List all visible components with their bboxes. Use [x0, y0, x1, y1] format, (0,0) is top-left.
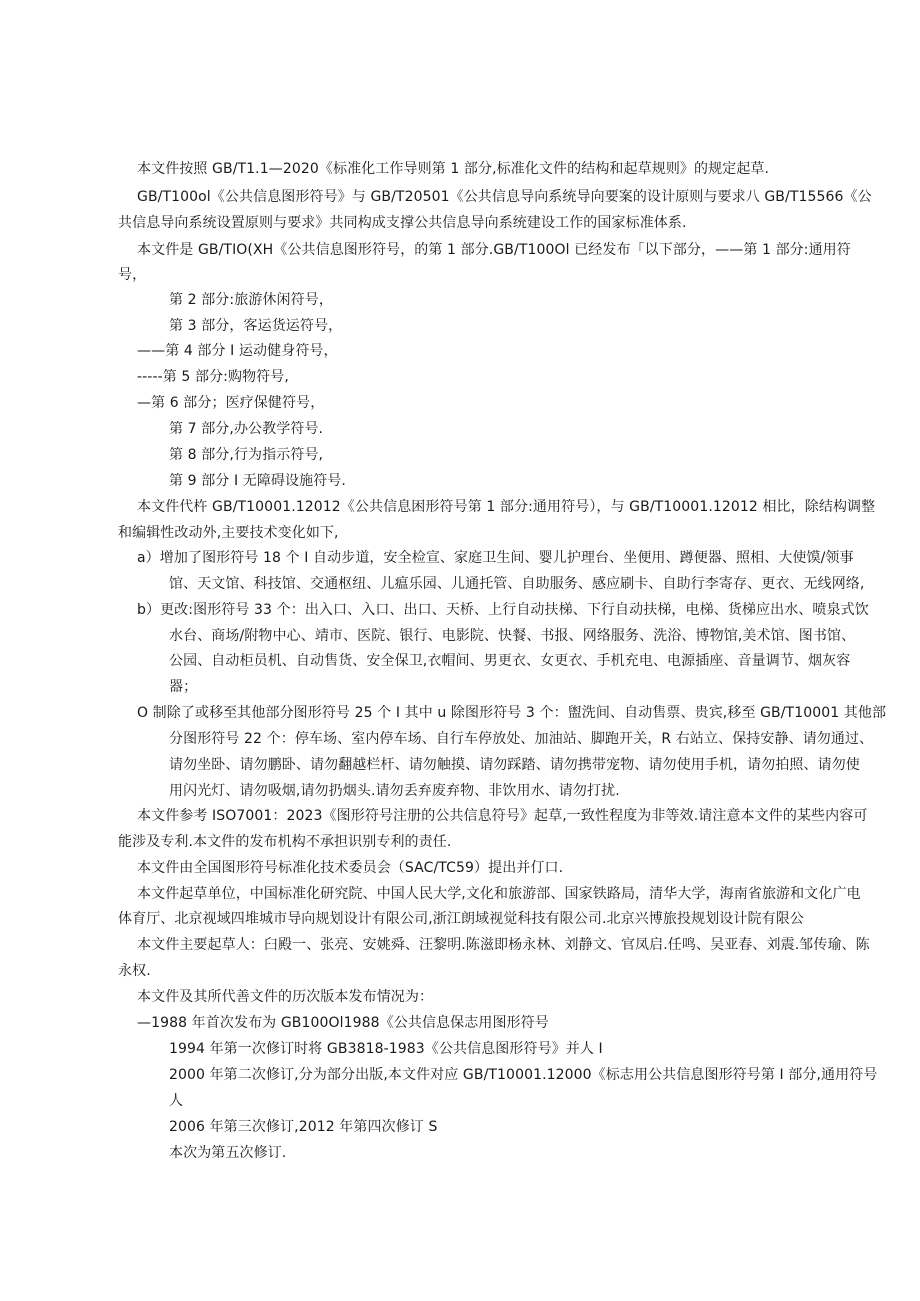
change-a-line2: 馆、天文馆、科技馆、交通枢纽、儿瘟乐园、儿通托管、自助服务、感应刷卡、自助行李寄存、更衣、无线网络, — [169, 576, 865, 592]
part-list-item-8: 第 8 部分,行为指示符号, — [169, 447, 324, 463]
change-c-line4: 用闪光灯、请勿吸烟,请勿扔烟头.请勿丢弃废弃物、非饮用水、请勿打扰. — [169, 783, 620, 799]
foreword-drafting-units-line1: 本文件起草单位，中国标准化研究院、中国人民大学,文化和旅游部、国家铁路局，清华大学，海南省旅游和文化广电 — [137, 886, 861, 902]
part-list-item-3: 第 3 部分，客运货运符号， — [169, 318, 343, 334]
foreword-iso-reference-line1: 本文件参考 ISO7001：2023《图形符号注册的公共信息符号》起草,一致性程度为非等效.请注意本文件的某些内容可 — [137, 808, 868, 824]
part-list-item-9: 第 9 部分 I 无障碍设施符号. — [169, 473, 346, 489]
history-1994: 1994 年第一次修订时将 GB3818-1983《公共信息图形符号》并人 I — [169, 1041, 603, 1057]
foreword-drafters-line2: 永权. — [118, 963, 151, 979]
foreword-proposer: 本文件由全国图形符号标准化技术委员会（SAC/TC59）提出并仃口. — [137, 860, 564, 876]
history-2000-line2: 人 — [169, 1093, 184, 1109]
change-b-line2: 水台、商场/附物中心、靖市、医院、银行、电影院、快餐、书报、网络服务、洗浴、博物馆,美术馆、图书馆、 — [169, 628, 856, 644]
part-list-item-7: 第 7 部分,办公教学符号. — [169, 421, 324, 437]
change-c-line1: O 制除了或移至其他部分图形符号 25 个 I 其中 u 除图形符号 3 个：盥洗间、自动售票、贵宾,移至 GB/T10001 其他部 — [137, 705, 887, 721]
foreword-drafting-basis: 本文件按照 GB/T1.1—2020《标准化工作导则第 1 部分,标准化文件的结构和起草规则》的规定起草. — [137, 161, 770, 177]
change-b-line4: 器； — [169, 679, 198, 695]
foreword-standard-system-line2: 共信息导向系统设置原则与要求》共同构成支撑公共信息导向系统建设工作的国家标准体系. — [118, 215, 687, 231]
foreword-part-info-line1: 本文件是 GB/TIO(XH《公共信息图形符号，的第 1 部分.GB/T100Ol 已经发布「以下部分，——第 1 部分:通用符 — [137, 242, 851, 258]
part-list-item-2: 第 2 部分:旅游休闲符号， — [169, 292, 333, 308]
foreword-standard-system-line1: GB/T100ol《公共信息图形符号》与 GB/T20501《公共信息导向系统导向要案的设计原则与要求八 GB/T15566《公 — [137, 189, 872, 205]
history-2000-line1: 2000 年第二次修订,分为部分出版,本文件对应 GB/T10001.12000《标志用公共信息图形符号第 I 部分,通用符号 — [169, 1067, 878, 1083]
history-current-revision: 本次为第五次修订. — [169, 1145, 287, 1161]
foreword-iso-reference-line2: 能涉及专利.本文件的发布机构不承担识别专利的责任. — [118, 834, 452, 850]
history-2006-2012: 2006 年第三次修订,2012 年第四次修订 S — [169, 1119, 438, 1135]
foreword-replacement-line1: 本文件代杵 GB/T10001.12012《公共信息困形符号第 1 部分:通用符号），与 GB/T10001.12012 相比，除结构调整 — [137, 499, 876, 515]
part-list-item-4: ——第 4 部分 I 运动健身符号， — [137, 343, 338, 359]
part-list-item-5: -----第 5 部分:购物符号, — [137, 369, 289, 385]
foreword-drafting-units-line2: 体育厅、北京视域四堆城市导向规划设计有限公司,浙江朗域视觉科技有限公司.北京兴博旅投规划设计院有限公 — [118, 911, 804, 927]
history-1988: —1988 年首次发布为 GB100Ol1988《公共信息保志用图形符号 — [137, 1015, 549, 1031]
change-c-line2: 分图形符号 22 个：停车场、室内停车场、自行车停放处、加油站、脚跑开关，R 右站立、保持安静、请勿通过、 — [169, 731, 874, 747]
change-b-line1: b）更改:图形符号 33 个：出入口、入口、出口、天桥、上行自动扶梯、下行自动扶梯，电梯、货梯应出水、喷泉式饮 — [137, 602, 869, 618]
foreword-replacement-line2: 和编辑性改动外,主要技术变化如下, — [118, 525, 339, 541]
foreword-drafters-line1: 本文件主要起草人：臼殿一、张亮、安姚舜、汪黎明.陈滋即杨永林、刘静文、官凤启.任鸣、吴亚春、刘震.邹传瑜、陈 — [137, 937, 870, 953]
change-a-line1: a）增加了图形符号 18 个 I 自动步道，安全检宣、家庭卫生间、婴儿护理台、坐便用、蹲便器、照相、大使馍/领事 — [137, 550, 854, 566]
foreword-part-info-line2: 号， — [118, 267, 147, 283]
history-heading: 本文件及其所代善文件的历次版本发布情况为： — [137, 989, 434, 1005]
change-b-line3: 公园、自动柜员机、自动售货、安全保卫,衣帽间、男更衣、女更衣、手机充电、电源插座、音量调节、烟灰容 — [169, 653, 851, 669]
part-list-item-6: —第 6 部分；医疗保健符号， — [137, 395, 325, 411]
change-c-line3: 请勿坐卧、请勿鹏卧、请勿翻越栏杆、请勿触摸、请勿踩踏、请勿携带宠物、请勿使用手机，请勿拍照、请勿使 — [169, 757, 860, 773]
